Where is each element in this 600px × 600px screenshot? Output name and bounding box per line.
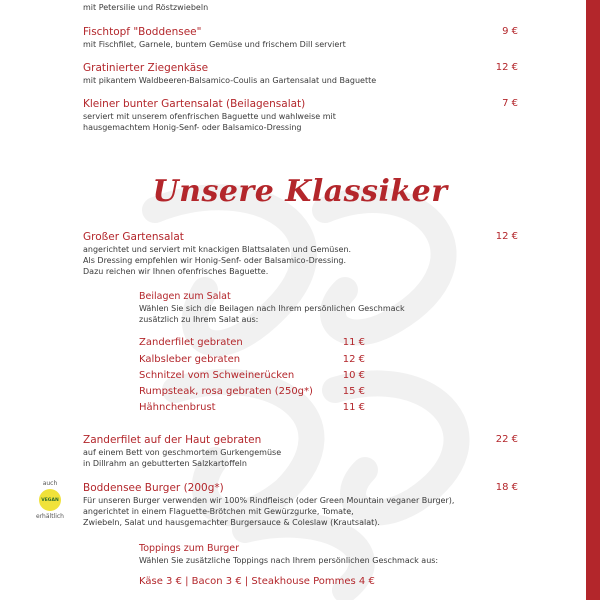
item-title: Großer Gartensalat xyxy=(83,231,184,243)
side-item-price: 11 € xyxy=(342,337,365,348)
item-price: 22 € xyxy=(495,434,518,445)
section-title: Unsere Klassiker xyxy=(152,174,448,209)
item-title: Fischtopf "Boddensee" xyxy=(83,26,202,38)
side-item-price: 15 € xyxy=(342,386,365,397)
item-desc: serviert mit unserem ofenfrischen Baguette und wahlweise mit hausgemachtem Honig-Senf- oder Balsamico-Dressing xyxy=(83,112,336,132)
item-title: Kleiner bunter Gartensalat (Beilagensalat) xyxy=(83,98,306,110)
item-price: 9 € xyxy=(502,26,518,37)
salad-sides-desc: Wählen Sie sich die Beilagen nach Ihrem persönlichen Geschmack zusätzlich zu Ihrem Salat aus: xyxy=(139,304,405,324)
side-item xyxy=(139,336,365,349)
side-item xyxy=(139,385,365,398)
side-item-name: Rumpsteak, rosa gebraten (250g*) xyxy=(139,386,313,397)
item-desc-partial: mit Petersilie und Röstzwiebeln xyxy=(83,3,209,12)
item-desc: auf einem Bett von geschmortem Gurkengemüse in Dillrahm an gebutterten Salzkartoffeln xyxy=(83,448,282,468)
salad-sides-block xyxy=(139,290,469,325)
toppings-block xyxy=(139,542,469,566)
item-price: 12 € xyxy=(495,231,518,242)
menu-item-fischtopf xyxy=(83,25,518,50)
item-title: Gratinierter Ziegenkäse xyxy=(83,62,209,74)
side-item xyxy=(139,401,365,414)
menu-item-burger xyxy=(83,481,518,528)
vegan-badge-label: VEGAN xyxy=(41,497,59,503)
toppings-title: Toppings zum Burger xyxy=(139,543,240,554)
item-price: 7 € xyxy=(502,98,518,109)
item-desc: mit pikantem Waldbeeren-Balsamico-Coulis an Gartensalat und Baguette xyxy=(83,76,377,85)
item-price: 12 € xyxy=(495,62,518,73)
vegan-badge-top: auch xyxy=(42,480,58,487)
salad-sides-title: Beilagen zum Salat xyxy=(139,291,231,302)
item-title: Boddensee Burger (200g*) xyxy=(83,482,224,494)
item-desc: mit Fischfilet, Garnele, buntem Gemüse und frischem Dill serviert xyxy=(83,40,346,49)
side-item-price: 11 € xyxy=(342,402,365,413)
item-desc: angerichtet und serviert mit knackigen Blattsalaten und Gemüsen. Als Dressing empfehlen wir Honig-Senf- oder Balsamico-Dressing. Dazu reichen wir Ihnen ofenfrisches Baguette. xyxy=(83,245,352,276)
side-item-name: Schnitzel vom Schweinerücken xyxy=(139,370,295,381)
side-item-name: Zanderfilet gebraten xyxy=(139,337,243,348)
side-item-price: 10 € xyxy=(342,370,365,381)
vegan-leaf-icon xyxy=(39,489,61,511)
vegan-badge-bottom: erhältlich xyxy=(36,513,64,520)
toppings-prices: Käse 3 € | Bacon 3 € | Steakhouse Pommes 4 € xyxy=(139,576,375,587)
toppings-desc: Wählen Sie zusätzliche Toppings nach Ihrem persönlichen Geschmack aus: xyxy=(139,556,439,565)
side-item-name: Hähnchenbrust xyxy=(139,402,216,413)
menu-item-zanderfilet xyxy=(83,433,518,469)
menu-item-ziegenkaese xyxy=(83,61,518,86)
menu-item-gartensalat-klein xyxy=(83,97,518,133)
side-item xyxy=(139,369,365,382)
vegan-badge xyxy=(30,480,70,520)
right-accent-bar xyxy=(586,0,600,600)
item-desc: Für unseren Burger verwenden wir 100% Rindfleisch (oder Green Mountain veganer Burger), angerichtet in einem Flaguette-Brötchen mit Gewürzgurke, Tomate, Zwiebeln, Salat und hausgemachter Burgersauce & Coleslaw (Krautsalat). xyxy=(83,496,455,527)
item-title: Zanderfilet auf der Haut gebraten xyxy=(83,434,262,446)
side-item-price: 12 € xyxy=(342,354,365,365)
side-item xyxy=(139,353,365,366)
menu-item-gartensalat-gross xyxy=(83,230,518,277)
item-price: 18 € xyxy=(495,482,518,493)
side-item-name: Kalbsleber gebraten xyxy=(139,354,241,365)
